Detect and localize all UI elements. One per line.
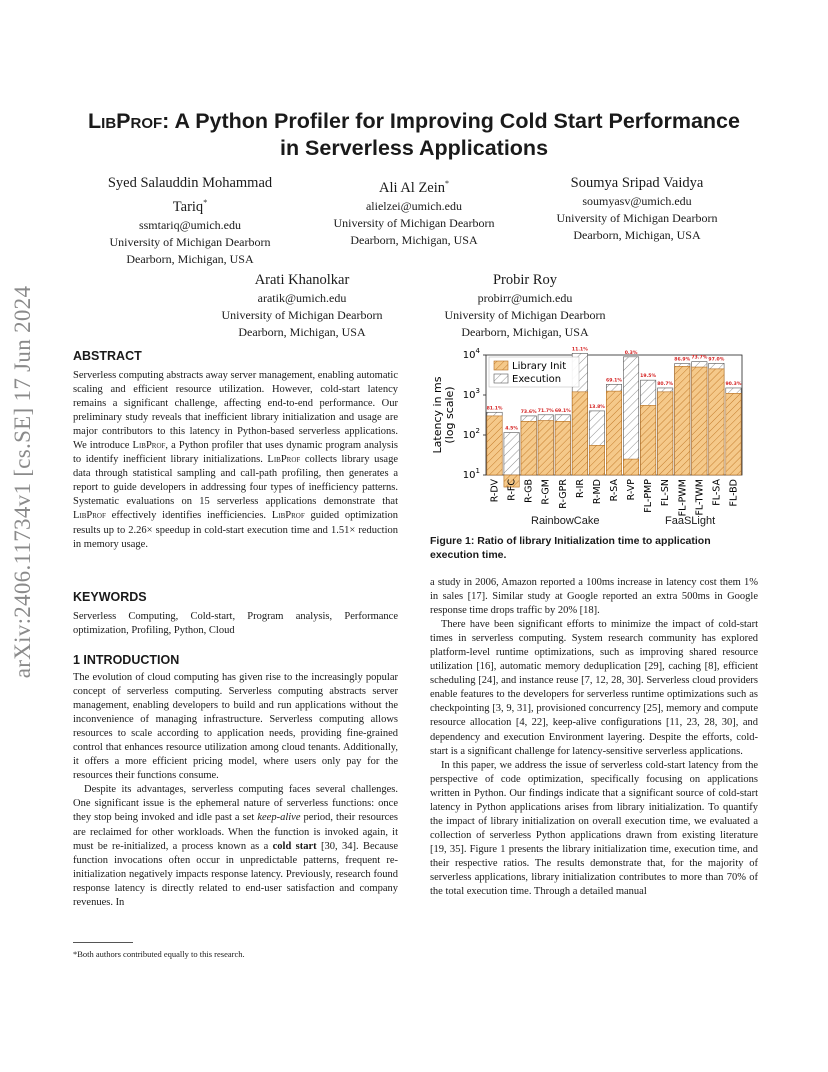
abstract-heading: ABSTRACT [73,349,142,363]
author-block-2 [314,174,514,249]
intro-paragraph-5: In this paper, we address the issue of serverless cold-start latency from the perspective of code optimization, specifically focusing on applications written in Python. Our findings indicate that a significant source of cold-start latency in Python applications arises from library initialization. To quantify the impact of library initialization on overall execution time, we evaluated a collection of serverless Python applications drawn from existing literature [19, 35]. Figure 1 presents the library initialization time, execution time, and their respective ratios. The results demonstrate that, for the majority of serverless applications, library initialization contributes to more than 70% of the total execution time. Through a detailed manual [430,759,758,898]
ratio-label: 80.7% [657,381,674,387]
ratio-label: 73.7% [691,355,708,361]
bar-library-init [640,405,655,475]
author-name: Syed Salauddin Mohammad [107,175,273,191]
author-location: Dearborn, Michigan, USA [238,325,366,339]
bar-library-init [521,421,536,475]
author-affiliation: University of Michigan Dearborn [221,308,383,322]
author-name: Ali Al Zein [378,179,446,196]
author-location: Dearborn, Michigan, USA [461,325,589,339]
author-email: probirr@umich.edu [477,291,573,305]
y-tick-label: $10^1$ [462,467,480,481]
figure-1-caption: Figure 1: Ratio of library Initialization time to application execution time. [430,535,711,561]
footnote-rule [73,942,133,943]
author-affiliation: University of Michigan Dearborn [444,308,606,322]
bar-library-init [487,416,502,475]
legend-swatch-library-init [494,361,508,370]
intro-paragraph-2: Despite its advantages, serverless computing faces several challenges. One significant issue is the ephemeral nature of serverless functions: once they stop being invoked and idle past a set keep-alive period, their resources are reclaimed for other workloads. When the function is invoked again, it must be re-initialized, a process known as a cold start [30, 34]. Because function invocations often occur in unpredictable patterns, frequent re-initialization negatively impacts response latency. Previously, research found response latency is directly related to end-user satisfaction and company revenues. In [73,784,398,908]
keywords-body: Serverless Computing, Cold-start, Program analysis, Performance optimization, Profiling, Python, Cloud [73,611,398,637]
bar-execution [623,357,638,475]
ratio-label: 71.7% [537,408,554,414]
y-tick-label: $10^2$ [462,427,480,441]
keywords-heading: KEYWORDS [73,590,147,604]
ratio-label: 97.0% [708,357,725,363]
ratio-label: 81.1% [486,406,503,412]
x-tick-label: R-GPR [557,479,569,509]
introduction-right-column [430,576,758,899]
group-label-faaslight: FaaSLight [665,515,716,527]
x-tick-label: FL-PMP [643,479,655,513]
x-tick-label: R-VP [626,479,638,501]
ratio-label: 90.3% [725,381,742,387]
bar-library-init [709,369,724,475]
author-block-5 [425,271,625,341]
footnote: *Both authors contributed equally to this research. [73,949,245,959]
equal-contribution-mark: * [203,198,208,207]
author-block-4 [202,271,402,341]
bar-library-init [538,421,553,475]
y-tick-label: $10^4$ [462,347,480,361]
author-email: ssmtariq@umich.edu [138,217,242,232]
x-tick-label: R-MD [591,479,603,505]
title-libprof: LibProf [88,109,163,133]
arxiv-identifier: arXiv:2406.11734v1 [cs.SE] 17 Jun 2024 [10,285,35,679]
legend-swatch-execution [494,374,508,383]
author-location: Dearborn, Michigan, USA [350,232,478,247]
ratio-label: 69.1% [606,378,622,384]
bar-execution [504,433,519,475]
figure-1-chart [428,345,758,533]
intro-paragraph-1: The evolution of cloud computing has given rise to the increasingly popular concept of serverless computing. Serverless computing abstracts server management, enabling developers to build and run applications without the inconvenience of managing infrastructure. Serverless computing allows resources to scale according to application needs, providing fine-grained control that enhances resource utilization among cloud tenants. Additionally, it offers a more efficient pricing model, where users only pay for the resources their functions consume. [73,672,398,782]
y-axis-label-line: (log scale) [443,386,456,444]
introduction-heading: 1 INTRODUCTION [73,653,180,667]
x-tick-label: FL-SN [660,479,672,507]
group-label-rainbowcake: RainbowCake [531,515,600,527]
abstract-body: Serverless computing abstracts away server management, enabling automatic scaling and efficient resource utilization. However, cold-start latency remains a significant challenge, affecting end-to-end performance. Our preliminary study reveals that inefficient library initialization and usage are major contributors to this latency in Python-based serverless applications. We introduce LibProf, a Python profiler that uses dynamic program analysis to identify inefficient library initializations. LibProf collects library usage data through statistical sampling and call-path profiling, then generates a report to guide developers in addressing four types of inefficiency patterns. Systematic evaluations on 15 serverless applications demonstrate that LibProf effectively identifies inefficiencies. LibProf guided optimization results up to 2.26× speedup in cold-start execution time and 1.51× reduction in memory usage. [73,370,398,550]
ratio-label: 69.1% [554,408,571,414]
x-tick-label: FL-PWM [677,479,689,517]
x-tick-label: R-FC [506,479,518,501]
bar-library-init [623,459,638,475]
author-block-3 [537,174,737,244]
bar-library-init [572,392,587,475]
legend-label-execution: Execution [512,374,562,385]
author-affiliation: University of Michigan Dearborn [556,211,718,225]
author-email: soumyasv@umich.edu [582,194,692,208]
title-line1: : A Python Profiler for Improving Cold Start Performance [162,109,740,133]
author-name: Arati Khanolkar [254,272,350,288]
x-tick-label: FL-BD [728,479,740,507]
paper-title [70,108,758,162]
ratio-label: 4.5% [505,426,518,432]
author-email: alielzei@umich.edu [365,198,462,213]
x-tick-label: R-IR [574,479,586,499]
author-name: Soumya Sripad Vaidya [570,175,704,191]
bar-library-init [675,366,690,475]
introduction-left-column [73,671,398,910]
intro-paragraph-3: a study in 2006, Amazon reported a 100ms increase in latency cost them 1% in sales [17]. Similar study at Google reported an extra 500ms in Google response time drops traffic by 20% [18]. [430,577,758,617]
ratio-label: 19.5% [640,374,657,380]
x-tick-label: R-GM [540,479,552,505]
ratio-label: 0.3% [624,350,638,356]
x-tick-label: FL-SA [711,479,723,506]
x-tick-label: R-DV [489,479,501,503]
y-tick-label: $10^3$ [462,387,480,401]
ratio-label: 86.9% [674,357,691,363]
y-axis-label-line: Latency in ms [431,376,444,454]
author-location: Dearborn, Michigan, USA [573,228,701,242]
title-line2: in Serverless Applications [279,136,549,160]
bar-library-init [658,392,673,475]
author-block-1 [90,174,290,268]
ratio-label: 13.8% [588,404,605,410]
author-name-cont: Tariq [172,198,204,215]
author-name: Probir Roy [492,272,558,288]
bar-library-init [589,445,604,475]
equal-contribution-mark: * [445,179,450,188]
x-tick-label: R-GB [523,479,535,503]
chart-legend [489,357,579,387]
bar-library-init [555,421,570,475]
author-affiliation: University of Michigan Dearborn [333,215,495,230]
legend-label-library-init: Library Init [512,361,567,372]
x-tick-label: R-SA [609,479,620,502]
y-axis-label [431,376,456,453]
ratio-label: 73.6% [520,409,537,415]
intro-paragraph-4: There have been significant efforts to minimize the impact of cold-start times in serverless computing. System research community has explored platform-level runtime optimizations, such as improving shared resource utilization [16], automatic memory deduplication [29], caching [8], efficient scheduling [24], and instance reuse [7, 12, 28, 30]. Serverless cloud providers enable features to the developers for serverless runtime optimizations such as checkpointing [3, 9, 31], provisioned concurrency [25], memory and compute resource allocation [4, 22], keep-alive configurations [11, 23, 28, 30], and dependency and execution Environment layering. Despite the efforts, cold-start is a significant challenge for latency-sensitive serverless applications. [430,619,758,757]
bar-library-init [726,393,741,475]
x-tick-label: FL-TWM [694,479,706,516]
author-email: aratik@umich.edu [257,291,347,305]
bar-library-init [692,367,707,475]
author-affiliation: University of Michigan Dearborn [109,234,271,249]
author-location: Dearborn, Michigan, USA [126,251,254,266]
ratio-label: 11.1% [571,347,588,353]
bar-library-init [606,391,621,475]
